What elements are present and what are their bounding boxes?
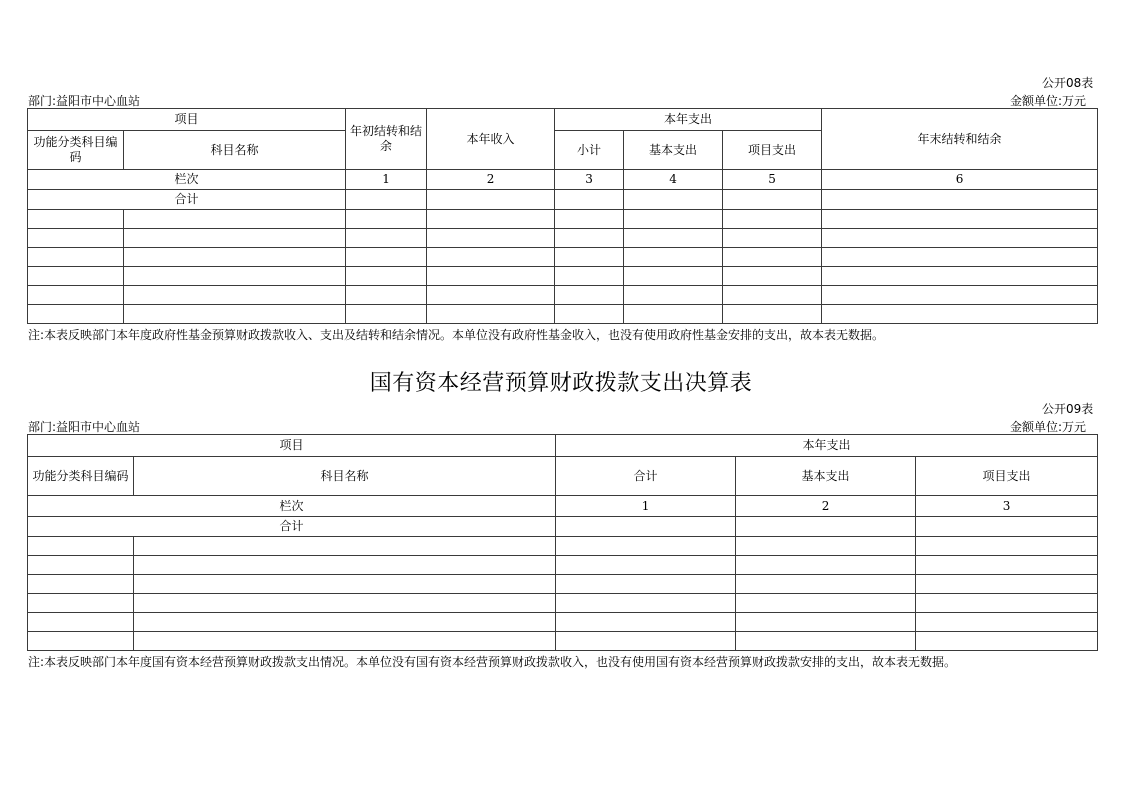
table8-col-num: 5 [723,170,822,190]
table8-code: 公开08表 [1042,76,1094,90]
table9 [27,434,1098,651]
table9-header-total: 合计 [556,457,736,496]
table-cell [723,190,822,210]
table9-header-code: 功能分类科目编码 [28,457,134,496]
table9-header-basic: 基本支出 [736,457,916,496]
table-cell [427,190,555,210]
table8-row-total: 合计 [28,190,346,210]
table8-col-num: 1 [346,170,427,190]
table8-header-end: 年末结转和结余 [822,109,1098,170]
table8-header-project: 项目支出 [723,131,822,170]
table-row [28,537,1098,556]
table8-row-lanci: 栏次 [28,170,346,190]
table9-row-total: 合计 [28,517,556,537]
table-row [28,229,1098,248]
table8-header-begin: 年初结转和结余 [346,109,427,170]
table8 [27,108,1098,324]
table9-unit: 金额单位:万元 [1010,420,1087,434]
table8-col-num: 2 [427,170,555,190]
table8-header-basic: 基本支出 [624,131,723,170]
table8-header-code: 功能分类科目编码 [28,131,124,170]
table9-header-name: 科目名称 [134,457,556,496]
table-cell [555,190,624,210]
table-cell [624,190,723,210]
table9-row-lanci: 栏次 [28,496,556,517]
table-row [28,556,1098,575]
table8-header-name: 科目名称 [124,131,346,170]
table8-header-item: 项目 [28,109,346,131]
table-cell [346,190,427,210]
table8-col-num: 6 [822,170,1098,190]
table-row [28,210,1098,229]
table-row [28,305,1098,324]
table-cell [556,517,736,537]
table8-unit: 金额单位:万元 [1010,94,1087,108]
table-row [28,248,1098,267]
table9-code: 公开09表 [1042,402,1094,416]
table9-header-expense: 本年支出 [556,435,1098,457]
table8-col-num: 3 [555,170,624,190]
table8-header-income: 本年收入 [427,109,555,170]
table-row [28,594,1098,613]
table-row [28,613,1098,632]
table-cell [822,190,1098,210]
table-row [28,286,1098,305]
table-row [28,575,1098,594]
table8-dept: 部门:益阳市中心血站 [28,94,141,108]
table9-col-num: 3 [916,496,1098,517]
table-row [28,632,1098,651]
table8-header-subtotal: 小计 [555,131,624,170]
table9-title: 国有资本经营预算财政拨款支出决算表 [369,371,753,396]
table8-header-expense: 本年支出 [555,109,822,131]
table9-col-num: 2 [736,496,916,517]
table-cell [916,517,1098,537]
table8-note: 注:本表反映部门本年度政府性基金预算财政拨款收入、支出及结转和结余情况。本单位没有政府性基金收入，也没有使用政府性基金安排的支出，故本表无数据。 [28,328,885,342]
table9-header-project: 项目支出 [916,457,1098,496]
table9-header-item: 项目 [28,435,556,457]
table9-note: 注:本表反映部门本年度国有资本经营预算财政拨款支出情况。本单位没有国有资本经营预算财政拨款收入，也没有使用国有资本经营预算财政拨款安排的支出，故本表无数据。 [28,655,957,669]
table9-col-num: 1 [556,496,736,517]
table8-col-num: 4 [624,170,723,190]
table9-dept: 部门:益阳市中心血站 [28,420,141,434]
table-cell [736,517,916,537]
table-row [28,267,1098,286]
